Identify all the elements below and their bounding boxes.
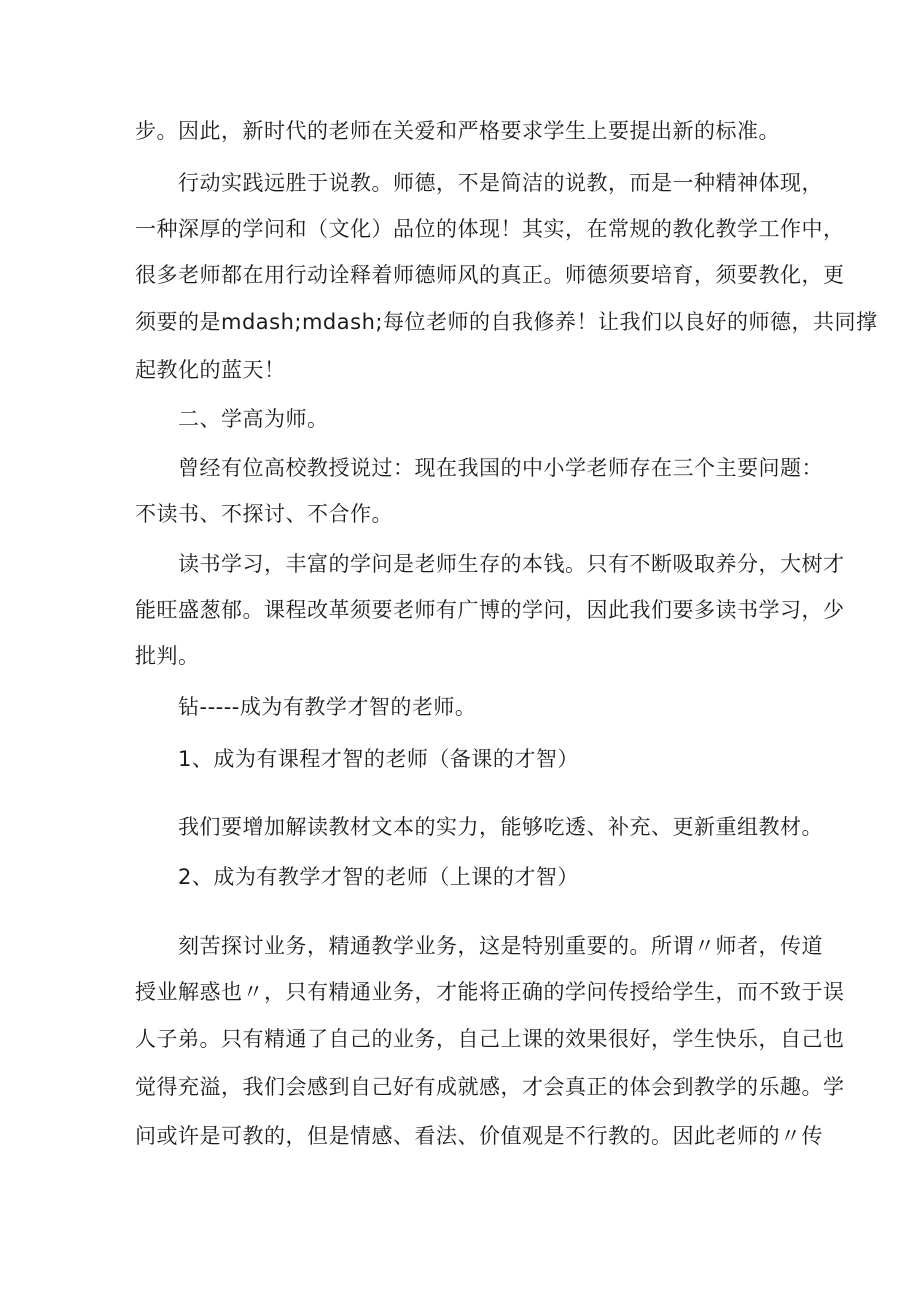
text-line: 不读书、不探讨、不合作。	[135, 502, 393, 526]
text-line: 能旺盛葱郁。课程改革须要老师有广博的学问，因此我们要多读书学习，少	[135, 598, 845, 622]
paragraph-first-line: 我们要增加解读教材文本的实力，能够吃透、补充、更新重组教材。	[178, 815, 823, 839]
paragraph-first-line: 刻苦探讨业务，精通教学业务，这是特别重要的。所谓〃师者，传道	[178, 934, 823, 958]
text-line: 问或许是可教的，但是情感、看法、价值观是不行教的。因此老师的〃传	[135, 1124, 823, 1148]
section-heading: 二、学高为师。	[178, 407, 329, 431]
text-line: 很多老师都在用行动诠释着师德师风的真正。师德须要培育，须要教化，更	[135, 263, 845, 287]
list-item-heading: 2、成为有教学才智的老师（上课的才智）	[178, 865, 579, 889]
paragraph-first-line: 曾经有位高校教授说过：现在我国的中小学老师存在三个主要问题：	[178, 456, 823, 480]
list-item-heading: 1、成为有课程才智的老师（备课的才智）	[178, 747, 579, 771]
text-line: 一种深厚的学问和（文化）品位的体现！其实，在常规的教化教学工作中，	[135, 217, 845, 241]
text-line: 须要的是mdash;mdash;每位老师的自我修养！让我们以良好的师德，共同撑	[135, 310, 878, 334]
text-line: 觉得充溢，我们会感到自己好有成就感，才会真正的体会到教学的乐趣。学	[135, 1075, 845, 1099]
text-line: 起教化的蓝天！	[135, 358, 286, 382]
paragraph-first-line: 钻-----成为有教学才智的老师。	[178, 695, 477, 719]
text-line: 步。因此，新时代的老师在关爱和严格要求学生上要提出新的标准。	[135, 119, 780, 143]
paragraph-first-line: 行动实践远胜于说教。师德，不是简洁的说教，而是一种精神体现，	[178, 171, 823, 195]
text-line: 人子弟。只有精通了自己的业务，自己上课的效果很好，学生快乐，自己也	[135, 1027, 845, 1051]
paragraph-first-line: 读书学习，丰富的学问是老师生存的本钱。只有不断吸取养分，大树才	[178, 552, 845, 576]
text-line: 授业解惑也〃，只有精通业务，才能将正确的学问传授给学生，而不致于误	[135, 980, 845, 1004]
text-line: 批判。	[135, 644, 200, 668]
